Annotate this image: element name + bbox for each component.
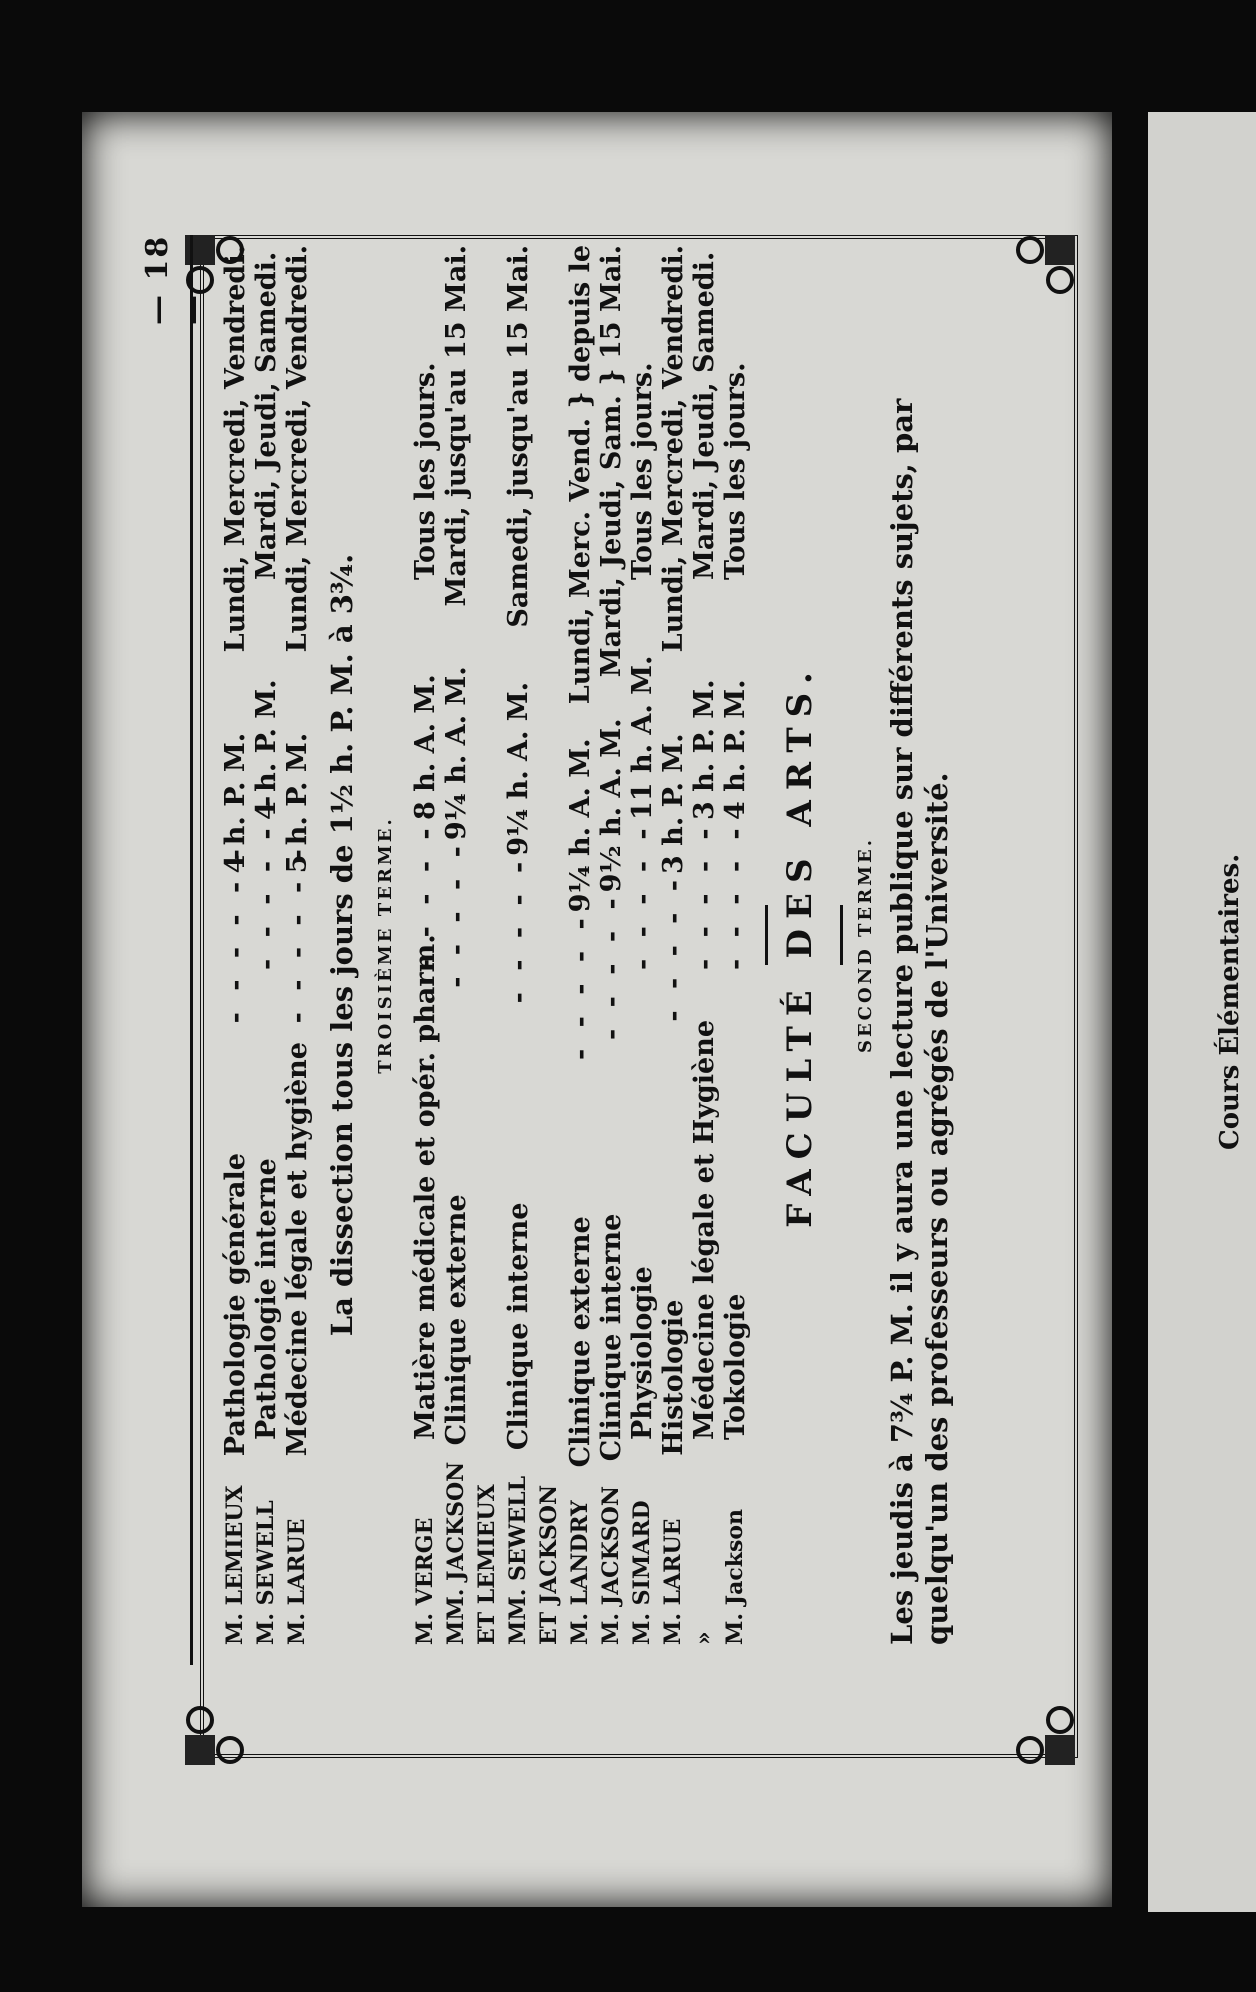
course-hour: 4 h. P. M. [720,679,751,820]
course-hour: 9½ h. A. M. [596,718,627,893]
professor-name: ET LEMIEUX [474,1484,500,1645]
term-heading-3: TROISIÈME TERME. [375,816,396,1074]
course-hour: 8 h. A. M. [410,674,441,820]
faculty-heading: FACULTÉ DES ARTS. [780,662,820,1228]
course-days: Tous les jours. [410,362,441,580]
course-hour: 9¼ h. A. M. [565,738,596,913]
course-name: Clinique externe [565,1216,596,1468]
professor-name: M. SEWELL [253,1500,279,1645]
course-days: Lundi, Merc. Vend. } depuis le [565,245,596,705]
page-number: — 18 — [140,234,210,325]
leader-dots: - - - - - [410,822,441,970]
professor-name: M. LARUE [660,1518,686,1645]
course-hour: 9¼ h. A. M. [441,666,472,841]
professor-name: MM. JACKSON [443,1461,469,1645]
schedule-row [596,245,627,1645]
header-rule [190,235,193,1665]
schedule-row [220,245,251,1645]
schedule-section-2 [410,245,751,1645]
course-days: Mardi, Jeudi, Samedi. [689,251,720,580]
professor-name: M. Jackson [722,1508,748,1645]
course-days: Samedi, jusqu'au 15 Mai. [503,245,534,628]
course-name [472,970,503,1440]
schedule-section-1 [220,245,313,1645]
course-name: Pathologie générale [220,1153,251,1457]
professor-name: M. LARUE [284,1518,310,1645]
corner-ornament-icon [1010,1700,1080,1770]
leader-dots: - - - - - [503,855,534,1004]
schedule-row [658,245,689,1645]
course-days: Tous les jours. [627,362,658,580]
dissection-note: La dissection tous les jours de 1½ h. P. M. à 3¾. [325,553,359,1337]
leader-dots: - - - - - - [220,843,251,1024]
course-name: Clinique externe [441,1194,472,1446]
corner-ornament-icon [1010,230,1080,300]
leader-dots: - - - - - [689,822,720,970]
leader-dots: - - - - - [658,874,689,1022]
course-name: Clinique interne [596,1213,627,1462]
section-divider [765,905,768,965]
professor-name: M. JACKSON [598,1486,624,1645]
course-name: Médecine légale et Hygiène [689,1019,720,1440]
schedule-row [565,245,596,1645]
course-name: Matière médicale et opér. pharm. [410,934,441,1440]
course-name [534,970,565,1440]
course-days: Mardi, jusqu'au 15 Mai. [441,245,472,607]
course-name: Tokologie [720,1293,751,1440]
course-days: Lundi, Mercredi, Vendredi. [658,245,689,653]
leader-dots: - - - - - - [251,789,282,970]
course-hour: 11 h. A. M. [627,655,658,820]
course-hour: 4 h. P. M. [251,679,282,820]
schedule-row [251,245,282,1645]
schedule-row [689,245,720,1645]
schedule-row [410,245,441,1645]
course-hour: 4 h. P. M. [220,732,251,874]
term-heading-2: SECOND TERME. [855,836,876,1054]
course-name: Physiologie [627,1266,658,1440]
leader-dots: - - - - - [565,912,596,1060]
course-name: Pathologie interne [251,1158,282,1440]
schedule-row [472,245,503,1645]
schedule-row [720,245,751,1645]
professor-name: M. VERGE [412,1517,438,1645]
professor-name: M. SIMARD [629,1500,655,1645]
corner-ornament-icon [180,1700,250,1770]
schedule-row [282,245,313,1645]
course-name: Histologie [658,1299,689,1456]
next-page-heading: Cours Élémentaires. [1215,853,1245,1150]
schedule-row [627,245,658,1645]
leader-dots: - - - - - - [282,843,313,1024]
public-lecture-note: Les jeudis à 7¾ P. M. il y aura une lecture publique sur différents sujets, par quelqu'un des professeurs ou agrégés de l'Université. [885,398,954,1645]
course-hour: 5 h. P. M. [282,732,313,874]
rotated-page-content [140,195,970,1705]
professor-name: » [691,1631,717,1645]
professor-name: ET JACKSON [536,1484,562,1645]
professor-name: M. LANDRY [567,1500,593,1645]
schedule-row [503,245,534,1645]
schedule-row [534,245,565,1645]
leader-dots: - - - - - [441,840,472,988]
course-name: Médecine légale et hygiène [282,1042,313,1457]
course-days: Lundi, Mercredi, Vendredi. [282,245,313,653]
leader-dots: - - - - - [720,822,751,970]
course-days: Tous les jours. [720,362,751,580]
professor-name: MM. SEWELL [505,1475,531,1645]
leader-dots: - - - - - [627,822,658,970]
course-days: Mardi, Jeudi, Sam. } 15 Mai. [596,245,627,678]
schedule-row [441,245,472,1645]
course-hour: 9¼ h. A. M. [503,681,534,856]
section-divider [840,905,843,965]
course-days: Lundi, Mercredi, Vendredi. [220,245,251,653]
course-hour: 3 h. P. M. [658,733,689,874]
course-days: Mardi, Jeudi, Samedi. [251,251,282,580]
course-hour: 3 h. P. M. [689,679,720,820]
leader-dots: - - - - - [596,892,627,1040]
professor-name: M. LEMIEUX [222,1485,248,1645]
course-name: Clinique interne [503,1202,534,1451]
